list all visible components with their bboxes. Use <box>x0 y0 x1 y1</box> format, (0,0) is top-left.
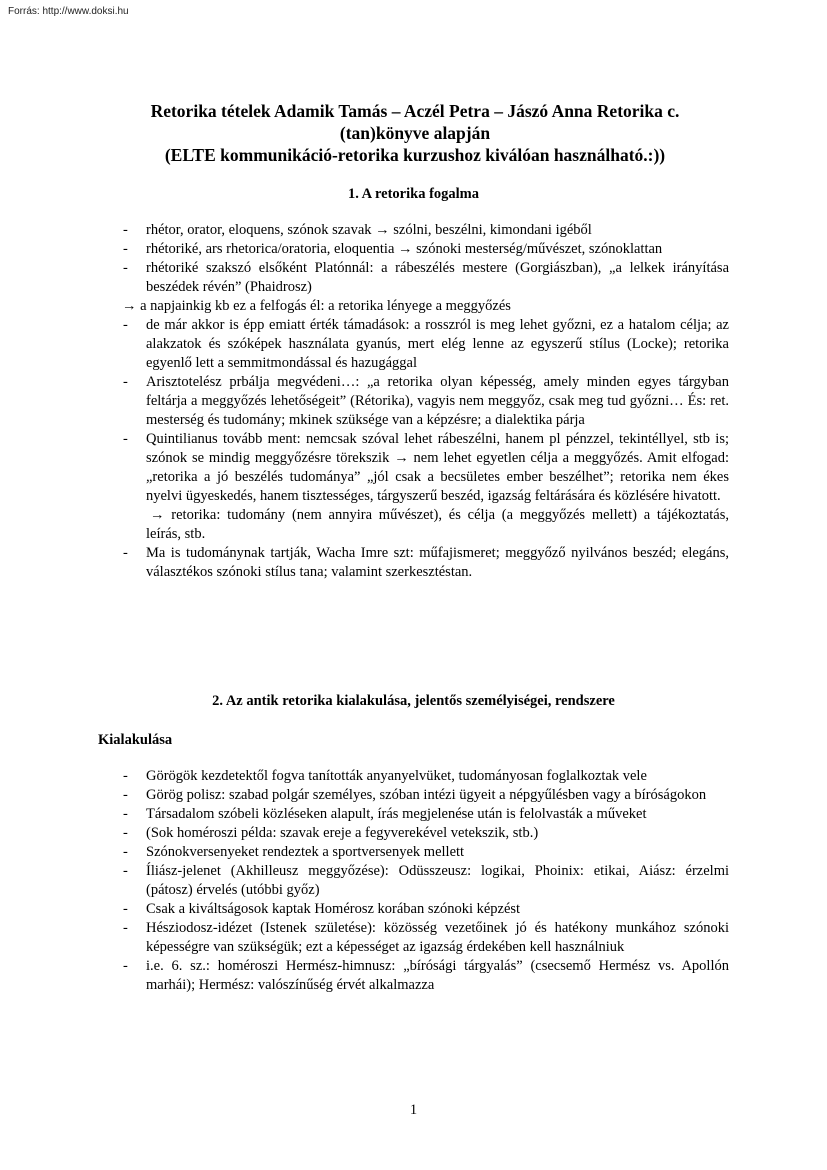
list-item: - i.e. 6. sz.: homéroszi Hermész-himnusz: „bírósági tárgyalás” (csecsemő Hermész vs. Apollón marhái); Hermész: valószínűség érvét alkalmazza <box>123 958 729 993</box>
list-item: - rhétor, orator, eloquens, szónok szavak → szólni, beszélni, kimondani igéből <box>123 222 592 238</box>
list-item: - Görögök kezdetektől fogva tanították anyanyelvüket, tudományosan foglalkoztak vele <box>123 768 647 784</box>
list-item: - Hésziodosz-idézet (Istenek születése): közösség vezetőinek jó és hatékony munkához szónoki képességre van szükségük; ezt a képességet az igazság érdekében kell használniuk <box>123 920 729 955</box>
list-item: - rhétoriké szakszó elsőként Platónnál: a rábeszélés mestere (Gorgiászban), „a lelkek irányítása beszédek révén” (Phaidrosz) <box>123 260 729 295</box>
document-title <box>90 100 740 166</box>
arrow-line: → a napjainkig kb ez a felfogás él: a retorika lényege a meggyőzés <box>122 298 511 314</box>
title-line-3: (ELTE kommunikáció-retorika kurzushoz kiválóan használható.:)) <box>164 145 666 165</box>
list-item: - Társadalom szóbeli közléseken alapult, írás megjelenése után is felolvasták a műveket <box>123 806 647 822</box>
list-item: - Szónokversenyeket rendeztek a sportversenyek mellett <box>123 844 465 860</box>
section-1-heading: 1. A retorika fogalma <box>347 186 480 202</box>
section-1-list <box>0 221 827 582</box>
list-item: - Görög polisz: szabad polgár személyes, szóban intézi ügyeit a népgyűlésben vagy a bíróságokon <box>123 787 707 803</box>
list-item: - (Sok homéroszi példa: szavak ereje a fegyverekével vetekszik, stb.) <box>123 825 539 841</box>
list-item: - Íliász-jelenet (Akhilleusz meggyőzése): Odüsszeusz: logikai, Phoinix: etikai, Aiász: érzelmi (pátosz) érvelés (utóbbi győz) <box>123 863 729 898</box>
source-label: Forrás: http://www.doksi.hu <box>8 6 129 17</box>
title-line-2: (tan)könyve alapján <box>339 123 491 143</box>
section-2-subheading: Kialakulása <box>98 732 173 748</box>
page-number: 1 <box>409 1102 418 1118</box>
list-item: - Csak a kiváltságosok kaptak Homérosz korában szónoki képzést <box>123 901 521 917</box>
list-item: - rhétoriké, ars rhetorica/oratoria, eloquentia → szónoki mesterség/művészet, szónoklattan <box>123 241 663 257</box>
list-item: - Arisztotelész prbálja megvédeni…: „a retorika olyan képesség, amely minden egyes tárgyban feltárja a meggyőzés lehetőségeit” (Rétorika), vagyis nem meggyőz, csak meg tud győzni… És: ret. mesterség és tudomány; mkinek szüksége van a képzésre; a dialektika párja <box>123 374 729 428</box>
section-2-list <box>0 767 827 995</box>
list-item: - Ma is tudománynak tartják, Wacha Imre szt: műfajismeret; meggyőző nyilvános beszéd; elegáns, választékos szónoki stílus tana; valamint szerkesztéstan. <box>123 545 729 580</box>
arrow-subline: → retorika: tudomány (nem annyira művészet), és célja (a meggyőzés mellett) a tájékoztatás, leírás, stb. <box>146 507 729 542</box>
list-item: - de már akkor is épp emiatt érték támadások: a rosszról is meg lehet győzni, ez a hatalom célja; az alakzatok és szóképek használata gyanús, mert elég lenne az egyszerű stílus (Locke); retorika egyenlő lett a semmitmondással és hazugággal <box>123 317 729 371</box>
title-line-1: Retorika tételek Adamik Tamás – Aczél Petra – Jászó Anna Retorika c. <box>150 101 680 121</box>
list-item: - Quintilianus tovább ment: nemcsak szóval lehet rábeszélni, hanem pl pénzzel, tekintéllyel, stb is; szónok se mindig meggyőzésre törekszik → nem lehet egyetlen célja a meggyőzés. Amit elfogad: „retorika a jó beszélés tudománya” „jól csak a becsületes ember beszélhet”; retorika nem ékes nyelvi ügyeskedés, hanem tisztességes, tárgyszerű beszéd, igazság feltárására és közlésére hivatott. <box>123 431 729 504</box>
section-2-heading: 2. Az antik retorika kialakulása, jelentős személyiségei, rendszere <box>212 693 615 709</box>
